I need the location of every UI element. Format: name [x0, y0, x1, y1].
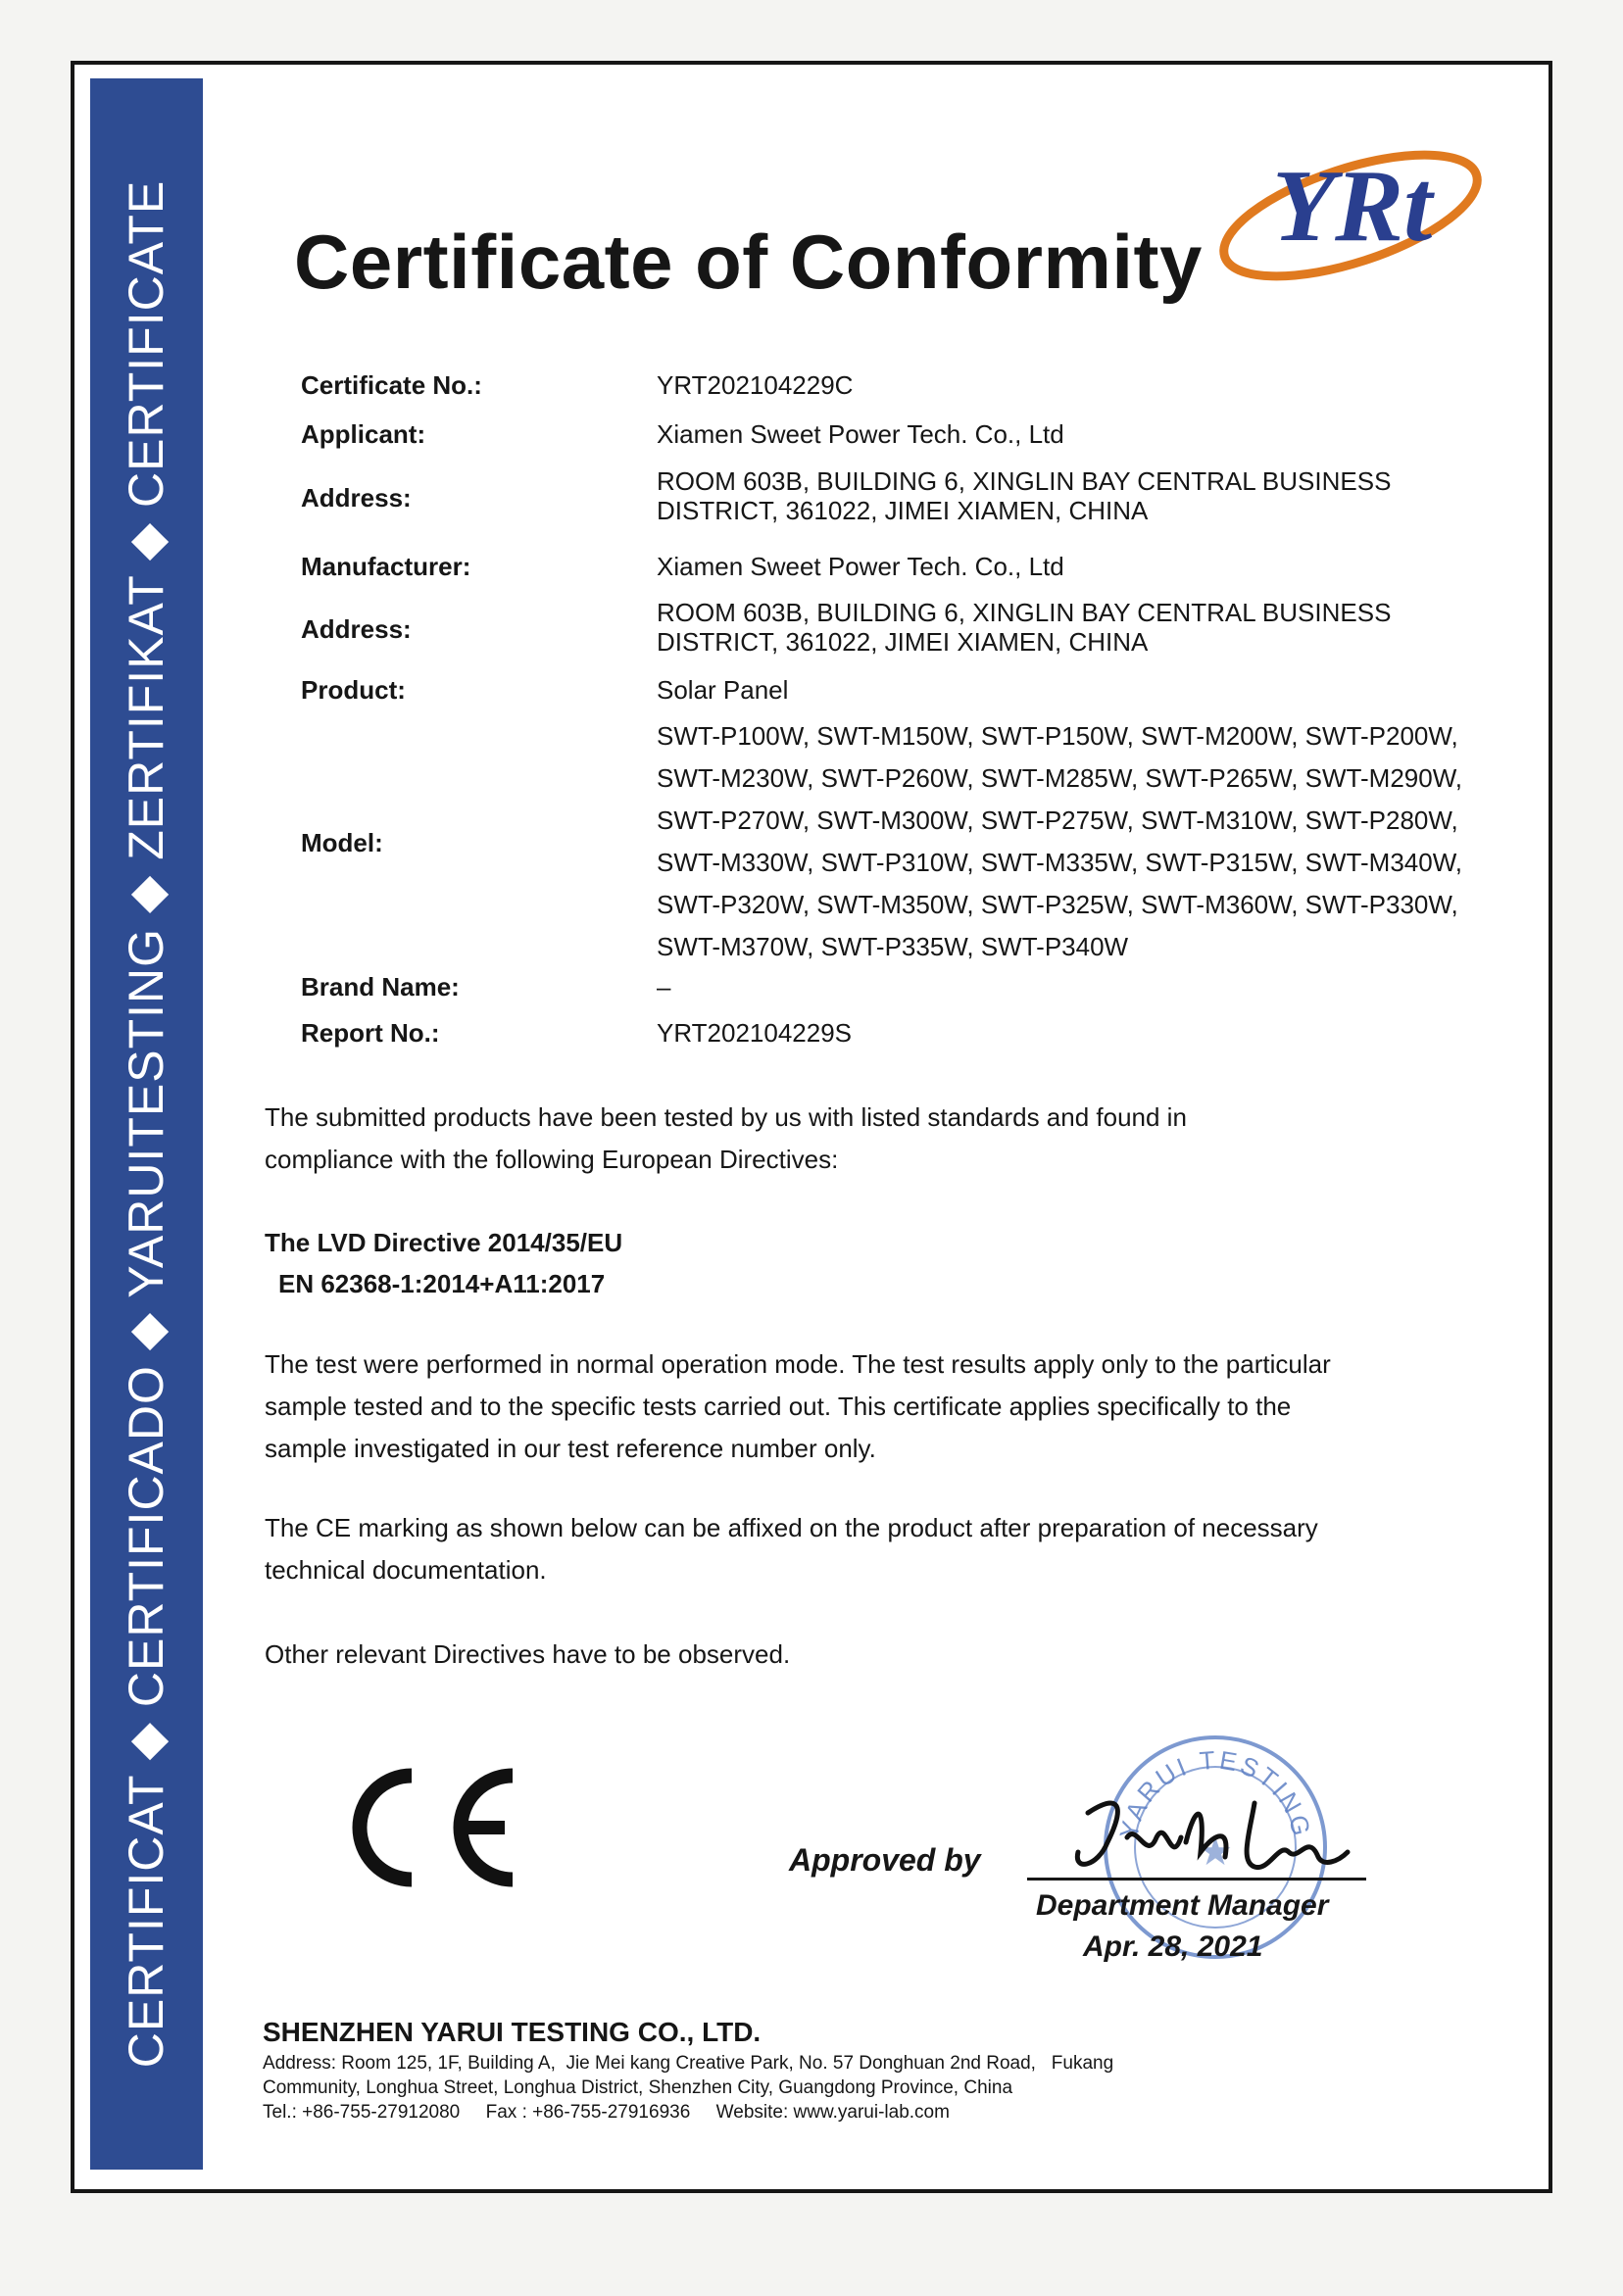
certificate-no-value: YRT202104229C	[657, 370, 854, 400]
applicant-value: Xiamen Sweet Power Tech. Co., Ltd	[657, 419, 1064, 449]
directive-standard: EN 62368-1:2014+A11:2017	[278, 1269, 606, 1298]
model-line: SWT-P100W, SWT-M150W, SWT-P150W, SWT-M200W, SWT-P200W,	[657, 721, 1458, 751]
other-note-line: Other relevant Directives have to be observed.	[265, 1639, 791, 1669]
model-line: SWT-P320W, SWT-M350W, SWT-P325W, SWT-M360W, SWT-P330W,	[657, 890, 1458, 919]
ce-note	[265, 1507, 1392, 1591]
model-line: SWT-P270W, SWT-M300W, SWT-P275W, SWT-M310W, SWT-P280W,	[657, 806, 1458, 835]
manufacturer-label: Manufacturer:	[301, 552, 471, 581]
ce-mark-icon	[328, 1764, 524, 1891]
model-list	[657, 715, 1462, 968]
compliance-statement	[265, 1097, 1392, 1181]
manufacturer-address-line: DISTRICT, 361022, JIMEI XIAMEN, CHINA	[657, 627, 1149, 657]
product-value: Solar Panel	[657, 675, 789, 705]
applicant-label: Applicant:	[301, 419, 426, 449]
test-note-line: sample tested and to the specific tests carried out. This certificate applies specifically to the	[265, 1392, 1292, 1421]
applicant-address-label: Address:	[301, 483, 412, 513]
manufacturer-address-line: ROOM 603B, BUILDING 6, XINGLIN BAY CENTRAL BUSINESS	[657, 598, 1392, 627]
applicant-address-line: ROOM 603B, BUILDING 6, XINGLIN BAY CENTRAL BUSINESS	[657, 466, 1392, 496]
applicant-address-value	[657, 466, 1391, 525]
manager-signature	[1058, 1783, 1352, 1891]
signature-line	[1027, 1878, 1366, 1881]
approver-title: Department Manager	[1036, 1889, 1329, 1922]
model-label: Model:	[301, 828, 383, 857]
report-no-label: Report No.:	[301, 1018, 440, 1048]
applicant-address-line: DISTRICT, 361022, JIMEI XIAMEN, CHINA	[657, 496, 1149, 525]
footer-contact	[263, 2051, 1113, 2125]
stamp-text: YARUI TESTING	[1113, 1744, 1317, 1841]
directive-block	[265, 1222, 622, 1304]
test-note-line: The test were performed in normal operation mode. The test results apply only to the particular	[265, 1349, 1331, 1379]
ce-note-line: The CE marking as shown below can be affixed on the product after preparation of necessary	[265, 1513, 1318, 1542]
model-line: SWT-M330W, SWT-P310W, SWT-M335W, SWT-P315W, SWT-M340W,	[657, 848, 1463, 877]
footer-contact-line: Tel.: +86-755-27912080 Fax : +86-755-27916936 Website: www.yarui-lab.com	[263, 2102, 950, 2123]
footer-company-name: SHENZHEN YARUI TESTING CO., LTD.	[263, 2017, 762, 2047]
certificate-no-label: Certificate No.:	[301, 370, 482, 400]
certificate-title: Certificate of Conformity	[294, 219, 1203, 305]
other-directives-note	[265, 1634, 1392, 1676]
brand-name-label: Brand Name:	[301, 972, 460, 1001]
product-label: Product:	[301, 675, 406, 705]
manufacturer-address-value	[657, 598, 1391, 657]
brand-name-value: –	[657, 972, 671, 1001]
test-note-line: sample investigated in our test reference number only.	[265, 1434, 876, 1463]
ce-note-line: technical documentation.	[265, 1555, 547, 1585]
approval-date: Apr. 28, 2021	[1083, 1930, 1263, 1963]
footer-address-line: Community, Longhua Street, Longhua District, Shenzhen City, Guangdong Province, China	[263, 2077, 1013, 2098]
model-line: SWT-M230W, SWT-P260W, SWT-M285W, SWT-P265W, SWT-M290W,	[657, 763, 1463, 793]
yrt-logo	[1204, 122, 1498, 289]
statement-line: compliance with the following European Directives:	[265, 1145, 839, 1174]
model-line: SWT-M370W, SWT-P335W, SWT-P340W	[657, 932, 1129, 961]
manufacturer-value: Xiamen Sweet Power Tech. Co., Ltd	[657, 552, 1064, 581]
side-band	[90, 78, 203, 2170]
manufacturer-address-label: Address:	[301, 614, 412, 644]
directive-name: The LVD Directive 2014/35/EU	[265, 1228, 623, 1257]
stamp-star-icon: ★	[1198, 1831, 1233, 1874]
approved-by-label: Approved by	[789, 1842, 981, 1878]
report-no-value: YRT202104229S	[657, 1018, 853, 1048]
side-band-text: CERTIFICAT ◆ CERTIFICADO ◆ YARUITESTING ◆ ZERTIFIKAT ◆ CERTIFICATE	[119, 179, 173, 2069]
statement-line: The submitted products have been tested by us with listed standards and found in	[265, 1102, 1187, 1132]
footer-address-line: Address: Room 125, 1F, Building A, Jie Mei kang Creative Park, No. 57 Donghuan 2nd Road, Fukang	[263, 2053, 1114, 2074]
logo-text: YRt	[1272, 148, 1433, 263]
test-note	[265, 1343, 1392, 1470]
